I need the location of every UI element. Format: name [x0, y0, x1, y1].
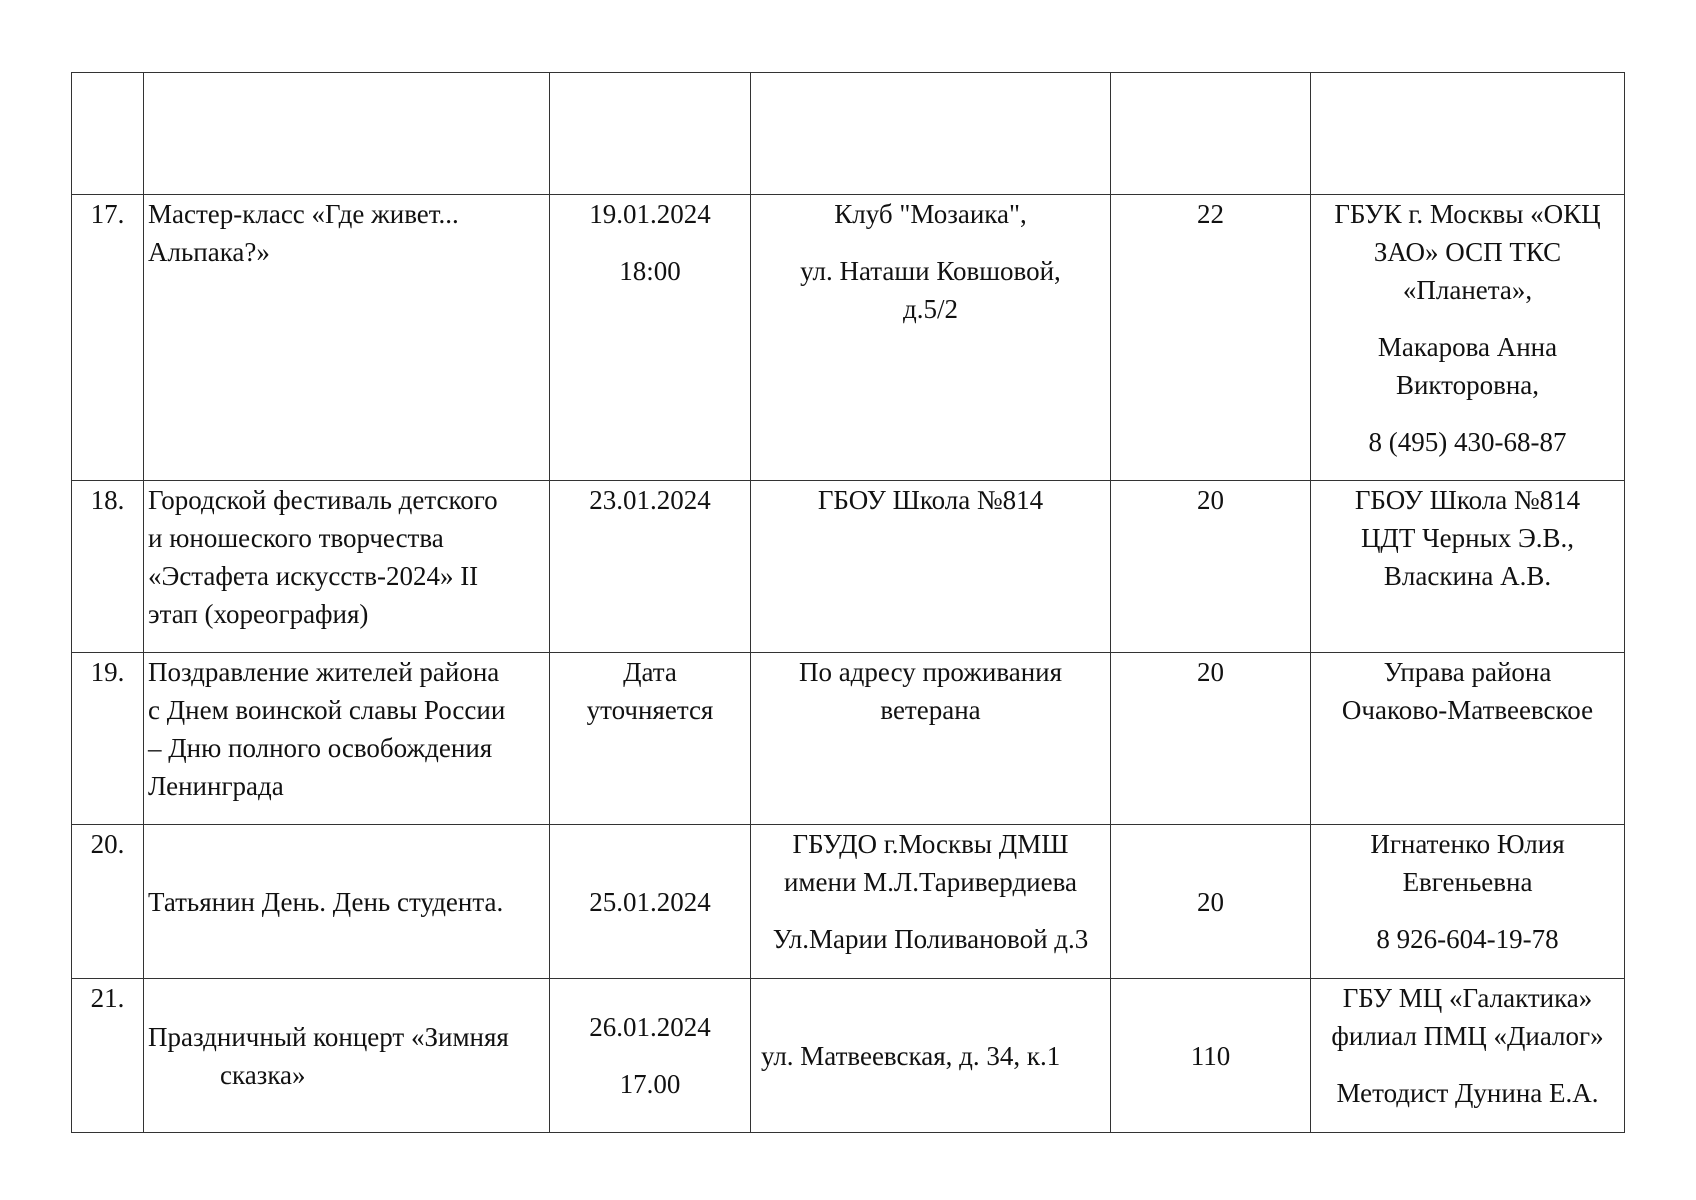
event-place: ГБОУ Школа №814 — [751, 481, 1111, 653]
event-place: ГБУДО г.Москвы ДМШ имени М.Л.Таривердиева Ул.Марии Поливановой д.3 — [751, 825, 1111, 979]
table-row — [72, 195, 1625, 481]
participants-count: 110 — [1111, 979, 1311, 1133]
event-place: ул. Матвеевская, д. 34, к.1 — [751, 979, 1111, 1133]
organizer: ГБУ МЦ «Галактика» филиал ПМЦ «Диалог» Методист Дунина Е.А. — [1311, 979, 1625, 1133]
table-row — [72, 979, 1625, 1133]
row-number: 18. — [72, 481, 144, 653]
event-name: Поздравление жителей района с Днем воинской славы России – Дню полного освобождения Ленинграда — [144, 653, 550, 825]
cell-empty — [1111, 73, 1311, 195]
organizer: ГБОУ Школа №814 ЦДТ Черных Э.В., Власкина А.В. — [1311, 481, 1625, 653]
event-name: Татьянин День. День студента. — [144, 825, 550, 979]
participants-count: 20 — [1111, 653, 1311, 825]
event-name: Праздничный концерт «Зимняя сказка» — [144, 979, 550, 1133]
cell-empty — [550, 73, 751, 195]
event-date: 26.01.2024 17.00 — [550, 979, 751, 1133]
participants-count: 20 — [1111, 481, 1311, 653]
row-number: 17. — [72, 195, 144, 481]
event-place: Клуб "Мозаика", ул. Наташи Ковшовой, д.5/2 — [751, 195, 1111, 481]
organizer: ГБУК г. Москвы «ОКЦ ЗАО» ОСП ТКС «Планета», Макарова Анна Викторовна, 8 (495) 430-68-87 — [1311, 195, 1625, 481]
events-table — [71, 72, 1625, 1133]
event-name: Городской фестиваль детского и юношеского творчества «Эстафета искусств-2024» II этап (хореография) — [144, 481, 550, 653]
event-date: Дата уточняется — [550, 653, 751, 825]
table-row-empty — [72, 73, 1625, 195]
event-date: 23.01.2024 — [550, 481, 751, 653]
event-name: Мастер-класс «Где живет... Альпака?» — [144, 195, 550, 481]
row-number: 20. — [72, 825, 144, 979]
table-row — [72, 825, 1625, 979]
row-number: 19. — [72, 653, 144, 825]
cell-empty — [72, 73, 144, 195]
participants-count: 22 — [1111, 195, 1311, 481]
table-row — [72, 653, 1625, 825]
organizer: Управа района Очаково-Матвеевское — [1311, 653, 1625, 825]
row-number: 21. — [72, 979, 144, 1133]
table-row — [72, 481, 1625, 653]
organizer: Игнатенко Юлия Евгеньевна 8 926-604-19-78 — [1311, 825, 1625, 979]
event-date: 19.01.2024 18:00 — [550, 195, 751, 481]
participants-count: 20 — [1111, 825, 1311, 979]
cell-empty — [144, 73, 550, 195]
event-place: По адресу проживания ветерана — [751, 653, 1111, 825]
event-date: 25.01.2024 — [550, 825, 751, 979]
cell-empty — [1311, 73, 1625, 195]
cell-empty — [751, 73, 1111, 195]
